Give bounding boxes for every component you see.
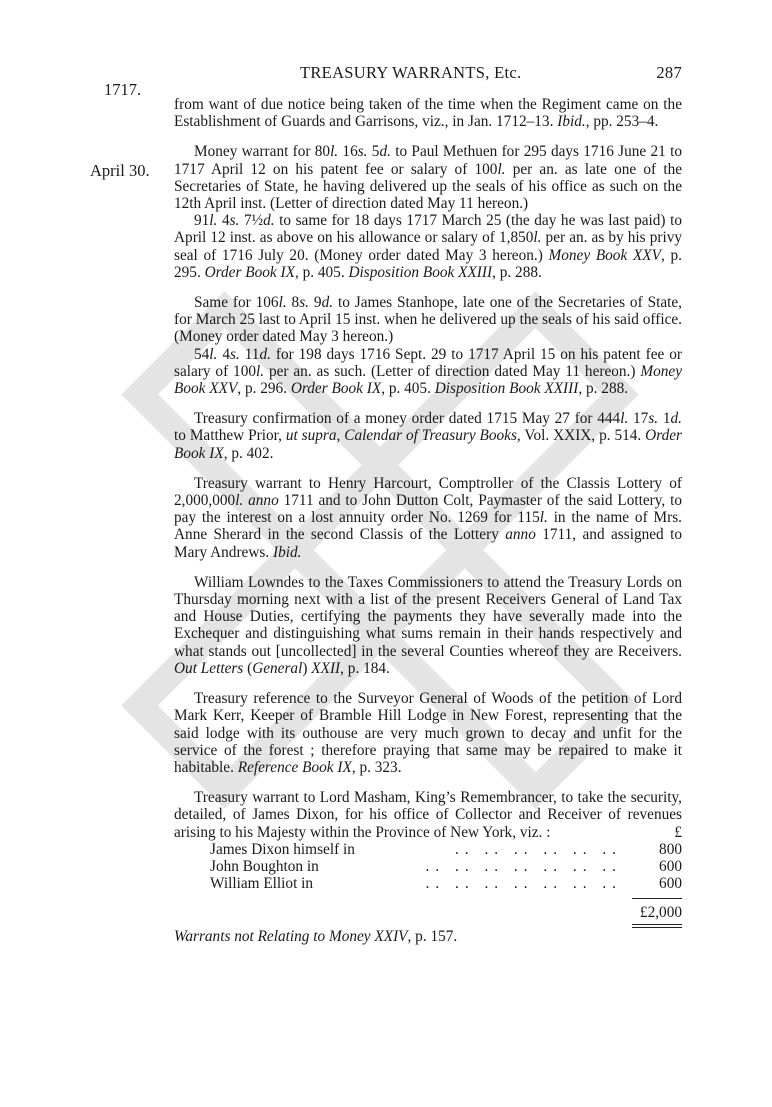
entry-harcourt: Treasury warrant to Henry Harcourt, Comptroller of the Classis Lottery of 2,000,000l. anno 1711 and to John Dutton Colt, Paymaster of the said Lottery, to pay the interest on a lost annuity order No. 1269 for 115l. in the name of Mrs. Anne Sherard in the second Classis of the Lottery anno 1711, and assigned to Mary Andrews. Ibid. bbox=[174, 474, 683, 561]
final-reference: Warrants not Relating to Money XXIV, p. 157. bbox=[174, 928, 458, 946]
table-row: .. .. .. .. .. .. James Dixon himself in 800 bbox=[210, 840, 682, 858]
entry-methuen: Money warrant for 80l. 16s. 5d. to Paul Methuen for 295 days 1716 June 21 to 1717 April 12 on his patent fee or salary of 100l. per an. as late one of the Secretaries of State, he having delivered up the seals of his office as such on the 12th April inst. (Letter of direction dated May 11 hereon.) bbox=[174, 143, 683, 213]
margin-year: 1717. bbox=[104, 80, 142, 99]
entry-kerr: Treasury reference to the Surveyor General of Woods of the petition of Lord Mark Kerr, Keeper of Bramble Hill Lodge in New Forest, representing that the said lodge with its outhouse are very much grown to decay and unfit for the service of the forest ; therefore praying that same may be repaired to make it habitable. Reference Book IX, p. 323. bbox=[174, 690, 682, 776]
entry-stanhope: Same for 106l. 8s. 9d. to James Stanhope, late one of the Secretaries of State, for March 25 last to April 15 inst. when he delivered up the seals of his said office. (Money order dated May 3 hereon.) bbox=[174, 294, 682, 346]
entry-stanhope-fee: 54l. 4s. 11d. for 198 days 1716 Sept. 29 to 1717 April 15 on his patent fee or salary of 100l. per an. as such. (Letter of direction dated May 11 hereon.) Money Book XXV, p. 296. Order Book IX, p. 405. Disposition Book XXIII, p. 288. bbox=[174, 345, 682, 398]
currency-heading: £ bbox=[674, 823, 682, 841]
margin-date: April 30. bbox=[90, 161, 150, 180]
total-amount: £2,000 bbox=[639, 904, 682, 922]
entry-methuen-allowance: 91l. 4s. 7½d. to same for 18 days 1717 March 25 (the day he was last paid) to April 12 inst. as above on his allowance or salary of 1,850l. per an. as by his privy seal of 1716 July 20. (Money order dated May 3 hereon.) Money Book XXV, p. 295. Order Book IX, p. 405. Disposition Book XXIII, p. 288. bbox=[174, 212, 683, 281]
table-row: .. .. .. .. .. .. .. William Elliot in 600 bbox=[210, 875, 682, 893]
page-body bbox=[174, 96, 682, 945]
entry-continuation: from want of due notice being taken of the time when the Regiment came on the Establishment of Guards and Garrisons, viz., in Jan. 1712–13. Ibid., pp. 253–4. bbox=[174, 96, 682, 131]
table-total bbox=[210, 898, 682, 928]
running-title: TREASURY WARRANTS, Etc. bbox=[300, 63, 522, 82]
running-header bbox=[170, 63, 682, 87]
entry-masham: Treasury warrant to Lord Masham, King’s Remembrancer, to take the security, detailed, of James Dixon, for his office of Collector and Receiver of revenues arising to his Majesty within the Province of New York, viz. : bbox=[174, 789, 682, 841]
page-number: 287 bbox=[656, 63, 682, 82]
entry-prior: Treasury confirmation of a money order dated 1715 May 27 for 444l. 17s. 1d. to Matthew Prior, ut supra, Calendar of Treasury Books, Vol. XXIX, p. 514. Order Book IX, p. 402. bbox=[174, 410, 682, 462]
table-row: .. .. .. .. .. .. .. John Boughton in 600 bbox=[210, 857, 682, 875]
security-table bbox=[210, 841, 682, 929]
entry-lowndes: William Lowndes to the Taxes Commissioners to attend the Treasury Lords on Thursday morning next with a list of the present Receivers General of Land Tax and House Duties, certifying the payments they have severally made into the Exchequer and distinguishing what sums remain in their hands respectively and what stands out [uncollected] in the several Counties whereof they are Receivers. Out Letters (General) XXII, p. 184. bbox=[174, 573, 682, 677]
